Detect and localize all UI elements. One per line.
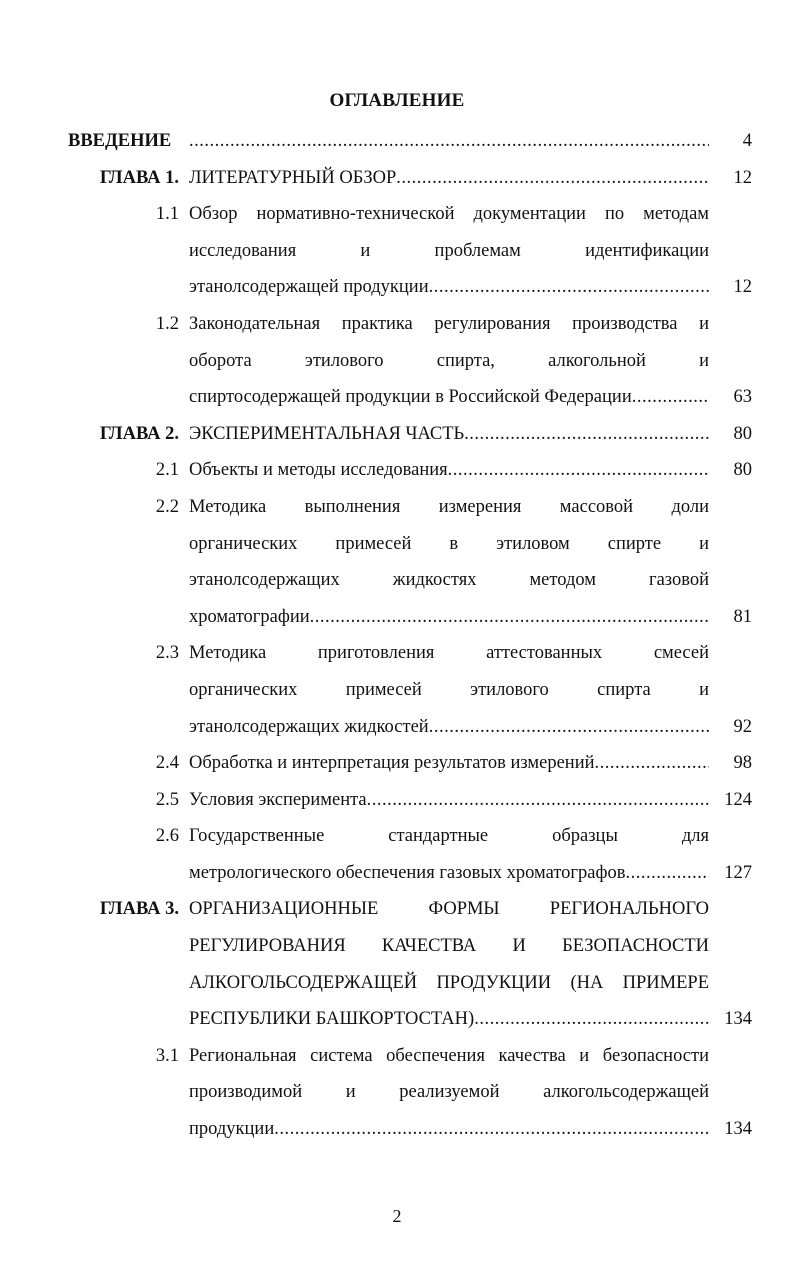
toc-entry-label: 2.1 [155, 460, 179, 481]
toc-entry-text: РЕСПУБЛИКИ БАШКОРТОСТАН) [189, 1009, 475, 1030]
toc-entry-text: органических примесей этилового спирта и [189, 679, 709, 700]
toc-entry-title [189, 489, 709, 635]
leader-dots [429, 269, 709, 306]
toc-entry-page: 80 [733, 423, 752, 444]
toc-entry [60, 160, 760, 197]
toc-entry [60, 635, 760, 745]
toc-entry-page: 80 [733, 460, 752, 481]
toc-entry-title [189, 818, 709, 891]
toc-entry-title [189, 782, 709, 819]
toc-entry-label: 3.1 [155, 1045, 179, 1066]
toc-entry-page: 81 [733, 606, 752, 627]
toc-entry-label: 2.6 [155, 826, 179, 847]
leader-dots [310, 599, 709, 636]
toc-entry-title [189, 306, 709, 416]
toc-entry-page: 63 [733, 387, 752, 408]
toc-entry-text: спиртосодержащей продукции в Российской Федерации [189, 387, 632, 408]
toc-entry-text: органических примесей в этиловом спирте и [189, 533, 709, 554]
toc-entry-page: 134 [724, 1119, 752, 1140]
toc-entry-page: 134 [724, 1009, 752, 1030]
toc-entry-text: Объекты и методы исследования [189, 460, 448, 481]
toc-entry [60, 891, 760, 1037]
toc-entry-text: Государственные стандартные образцы для [189, 826, 709, 847]
toc-entry-text: Законодательная практика регулирования производства и [189, 313, 709, 334]
toc-entry-title [189, 196, 709, 306]
toc-entry-title [189, 452, 709, 489]
toc-entry-page: 127 [724, 862, 752, 883]
leader-dots [474, 1001, 709, 1038]
toc-entry-text: ОРГАНИЗАЦИОННЫЕ ФОРМЫ РЕГИОНАЛЬНОГО [189, 899, 709, 920]
leader-dots [464, 416, 709, 453]
leader-dots [274, 1111, 709, 1148]
toc-entry-page: 92 [733, 716, 752, 737]
toc-entry-label: 1.2 [155, 313, 179, 334]
toc-entry-text: РЕГУЛИРОВАНИЯ КАЧЕСТВА И БЕЗОПАСНОСТИ [189, 936, 709, 957]
page-number: 2 [392, 1206, 402, 1226]
leader-dots [595, 745, 709, 782]
toc-entry-title [189, 745, 709, 782]
toc-entry-text: продукции [189, 1119, 275, 1140]
toc-entry-intro [60, 123, 760, 160]
toc-entry-text: этанолсодержащих жидкостях методом газовой [189, 570, 709, 591]
table-of-contents [60, 123, 760, 1148]
toc-entry-page: 12 [733, 277, 752, 298]
toc-entry-label: 1.1 [155, 204, 179, 225]
toc-entry-label: 2.4 [155, 753, 179, 774]
toc-entry-page: 124 [724, 789, 752, 810]
page-title: ОГЛАВЛЕНИЕ [329, 90, 465, 111]
toc-entry-page: 98 [733, 753, 752, 774]
toc-entry-text: исследования и проблемам идентификации [189, 240, 709, 261]
toc-entry [60, 416, 760, 453]
toc-entry [60, 1038, 760, 1148]
toc-entry-text: этанолсодержащей продукции [189, 277, 429, 298]
toc-entry [60, 306, 760, 416]
leader-dots [367, 782, 709, 819]
toc-entry-label: 2.5 [155, 789, 179, 810]
toc-entry-text: ЭКСПЕРИМЕНТАЛЬНАЯ ЧАСТЬ [189, 423, 465, 444]
toc-entry [60, 489, 760, 635]
toc-entry [60, 782, 760, 819]
toc-entry-text: Обработка и интерпретация результатов измерений [189, 753, 595, 774]
toc-entry-text: производимой и реализуемой алкогольсодержащей [189, 1082, 709, 1103]
leader-dots [625, 855, 709, 892]
toc-entry-title [189, 416, 709, 453]
toc-entry-text: хроматографии [189, 606, 310, 627]
toc-entry-title [189, 160, 709, 197]
toc-entry-text: Методика выполнения измерения массовой доли [189, 496, 709, 517]
toc-entry-text: оборота этилового спирта, алкогольной и [189, 350, 709, 371]
toc-entry-title [189, 635, 709, 745]
leader-dots [429, 709, 709, 746]
toc-entry-label: ГЛАВА 2. [99, 423, 179, 444]
toc-entry-label: ГЛАВА 3. [99, 899, 179, 920]
toc-entry-text: Условия эксперимента [189, 789, 367, 810]
toc-entry [60, 818, 760, 891]
toc-entry-text: метрологического обеспечения газовых хроматографов [189, 862, 626, 883]
toc-entry [60, 745, 760, 782]
toc-entry-text: Методика приготовления аттестованных смесей [189, 643, 709, 664]
leader-dots [396, 160, 709, 197]
toc-entries [60, 160, 760, 1148]
toc-entry-text: ЛИТЕРАТУРНЫЙ ОБЗОР [189, 167, 397, 188]
leader-dots [632, 379, 709, 416]
toc-entry-label: 2.2 [155, 496, 179, 517]
toc-entry-page: 4 [742, 131, 752, 151]
toc-entry-title [189, 1038, 709, 1148]
toc-entry-text: Региональная система обеспечения качества и безопасности [189, 1045, 709, 1066]
toc-entry-label: ГЛАВА 1. [99, 167, 179, 188]
toc-entry-title [189, 891, 709, 1037]
toc-entry-label: 2.3 [155, 643, 179, 664]
toc-entry-label: ВВЕДЕНИЕ [68, 131, 172, 151]
leader-dots [448, 452, 709, 489]
toc-entry [60, 196, 760, 306]
toc-entry-text: АЛКОГОЛЬСОДЕРЖАЩЕЙ ПРОДУКЦИИ (НА ПРИМЕРЕ [189, 972, 709, 993]
leader-dots [189, 123, 709, 160]
toc-entry-page: 12 [733, 167, 752, 188]
toc-entry-text: этанолсодержащих жидкостей [189, 716, 429, 737]
toc-entry-text: Обзор нормативно-технической документации по методам [189, 204, 709, 225]
toc-entry [60, 452, 760, 489]
